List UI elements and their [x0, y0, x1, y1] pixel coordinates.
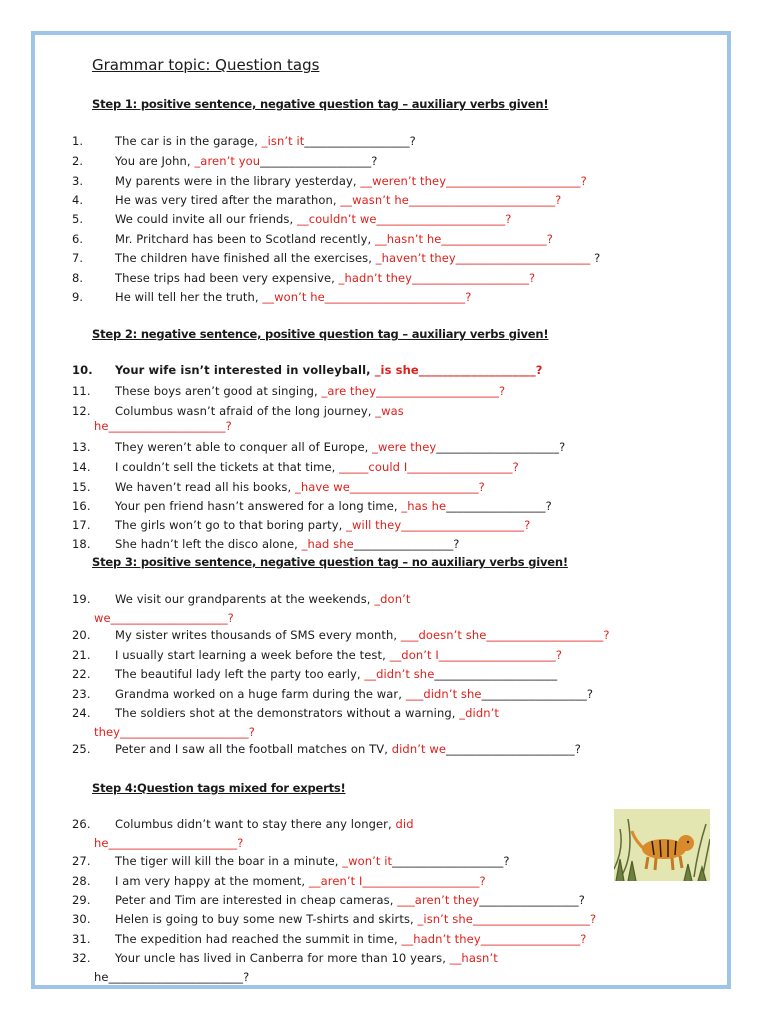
question-tag-answer: _will they_____________________? — [346, 518, 531, 532]
sentence-text: He will tell her the truth, — [115, 290, 263, 304]
sentence — [115, 537, 460, 551]
item-number: 14. — [72, 460, 91, 474]
sentence-text: We could invite all our friends, — [115, 212, 297, 226]
question-tag-answer: _____could I__________________? — [339, 460, 519, 474]
sentence — [115, 592, 410, 606]
sentence-text: The girls won’t go to that boring party, — [115, 518, 347, 532]
sentence — [115, 174, 587, 188]
question-tag-answer: __don’t I____________________? — [389, 648, 563, 662]
worksheet-title: Grammar topic: Question tags — [92, 56, 320, 74]
sentence — [115, 874, 486, 888]
continuation-text: we____________________? — [94, 611, 234, 625]
sentence-text: The children have finished all the exercises, — [115, 251, 376, 265]
sentence-text: The beautiful lady left the party too early, — [115, 667, 365, 681]
item-number: 10. — [72, 363, 93, 377]
sentence-text: The soldiers shot at the demonstrators without a warning, — [115, 706, 460, 720]
sentence-text: We haven’t read all his books, — [115, 480, 295, 494]
question-tag-answer: _isn’t she____________________? — [417, 912, 597, 926]
sentence-text: The car is in the garage, — [115, 134, 262, 148]
step-2-heading: Step 2: negative sentence, positive question tag – auxiliary verbs given! — [92, 327, 549, 341]
sentence-continuation — [94, 419, 232, 433]
answer-blank: _________________? — [353, 537, 460, 551]
sentence-text: I couldn’t sell the tickets at that time, — [115, 460, 340, 474]
step-3-heading: Step 3: positive sentence, negative question tag – no auxiliary verbs given! — [92, 555, 568, 569]
sentence — [115, 193, 561, 207]
item-number: 3. — [72, 174, 84, 188]
answer-blank: __________________? — [481, 687, 594, 701]
item-number: 1. — [72, 134, 84, 148]
sentence — [115, 404, 404, 418]
question-tag-answer: _is she____________________? — [374, 363, 543, 377]
tiger-icon — [614, 809, 710, 881]
continuation-text: they______________________? — [94, 725, 255, 739]
sentence — [115, 271, 535, 285]
sentence — [115, 480, 485, 494]
sentence — [115, 460, 519, 474]
answer-blank: _____________________? — [436, 440, 566, 454]
answer-blank: ___________________? — [392, 854, 510, 868]
sentence-text: We visit our grandparents at the weekends, — [115, 592, 375, 606]
sentence — [115, 951, 498, 965]
sentence-text: He was very tired after the marathon, — [115, 193, 341, 207]
item-number: 13. — [72, 440, 91, 454]
question-tag-answer: _won’t it — [342, 854, 393, 868]
item-number: 23. — [72, 687, 91, 701]
item-number: 22. — [72, 667, 91, 681]
item-number: 30. — [72, 912, 91, 926]
sentence — [115, 363, 543, 377]
sentence-continuation — [94, 611, 234, 625]
sentence — [115, 706, 499, 720]
item-number: 18. — [72, 537, 91, 551]
continuation-text: he_______________________? — [94, 970, 250, 984]
sentence-text: Grandma worked on a huge farm during the war, — [115, 687, 406, 701]
sentence-text: You are John, — [115, 154, 195, 168]
sentence-text: She hadn’t left the disco alone, — [115, 537, 302, 551]
question-tag-answer: _was — [375, 404, 404, 418]
sentence-continuation — [94, 725, 255, 739]
item-number: 24. — [72, 706, 91, 720]
item-number: 20. — [72, 628, 91, 642]
sentence — [115, 912, 596, 926]
question-tag-answer: __didn’t she — [364, 667, 435, 681]
question-tag-answer: __aren’t I____________________? — [308, 874, 486, 888]
sentence-text: I usually start learning a week before the test, — [115, 648, 390, 662]
sentence — [115, 290, 471, 304]
sentence — [115, 251, 600, 265]
question-tag-answer: __couldn’t we______________________? — [297, 212, 512, 226]
sentence — [115, 440, 565, 454]
sentence-text: Peter and I saw all the football matches on TV, — [115, 742, 392, 756]
sentence-text: I am very happy at the moment, — [115, 874, 309, 888]
item-number: 27. — [72, 854, 91, 868]
answer-blank: ______________________? — [446, 742, 581, 756]
question-tag-answer: __hasn’t he__________________? — [375, 232, 553, 246]
item-number: 26. — [72, 817, 91, 831]
sentence — [115, 518, 530, 532]
answer-blank: ? — [590, 251, 601, 265]
item-number: 32. — [72, 951, 91, 965]
sentence-continuation — [94, 970, 249, 984]
sentence-text: My parents were in the library yesterday, — [115, 174, 361, 188]
answer-blank: ___________________? — [260, 154, 378, 168]
sentence — [115, 667, 557, 681]
question-tag-answer: ___aren’t they — [397, 893, 480, 907]
item-number: 31. — [72, 932, 91, 946]
step-4-heading: Step 4:Question tags mixed for experts! — [92, 781, 346, 795]
item-number: 6. — [72, 232, 84, 246]
item-number: 8. — [72, 271, 84, 285]
sentence-text: The tiger will kill the boar in a minute, — [115, 854, 343, 868]
sentence-text: These boys aren’t good at singing, — [115, 384, 322, 398]
question-tag-answer: __wasn’t he_________________________? — [340, 193, 562, 207]
question-tag-answer: ___didn’t she — [405, 687, 482, 701]
sentence-text: The expedition had reached the summit in time, — [115, 932, 402, 946]
sentence-text: Your pen friend hasn’t answered for a long time, — [115, 499, 402, 513]
sentence-text: Mr. Pritchard has been to Scotland recently, — [115, 232, 375, 246]
question-tag-answer: _were they — [372, 440, 437, 454]
question-tag-answer: _don’t — [374, 592, 411, 606]
item-number: 28. — [72, 874, 91, 888]
item-number: 7. — [72, 251, 84, 265]
item-number: 16. — [72, 499, 91, 513]
question-tag-answer: _have we______________________? — [294, 480, 485, 494]
question-tag-answer: _are they_____________________? — [321, 384, 506, 398]
item-number: 12. — [72, 404, 91, 418]
sentence — [115, 932, 586, 946]
continuation-text: he____________________? — [94, 419, 232, 433]
sentence — [115, 817, 414, 831]
sentence — [115, 628, 610, 642]
sentence-text: My sister writes thousands of SMS every month, — [115, 628, 401, 642]
item-number: 15. — [72, 480, 91, 494]
question-tag-answer: ___doesn’t she____________________? — [400, 628, 610, 642]
item-number: 25. — [72, 742, 91, 756]
question-tag-answer: __weren’t they_______________________? — [360, 174, 587, 188]
answer-blank: _________________? — [446, 499, 552, 513]
item-number: 29. — [72, 893, 91, 907]
question-tag-answer: __won’t he________________________? — [262, 290, 472, 304]
question-tag-answer: _isn’t it — [261, 134, 305, 148]
sentence-text: They weren’t able to conquer all of Europe, — [115, 440, 373, 454]
sentence-continuation — [94, 836, 243, 850]
sentence-text: Columbus didn’t want to stay there any longer, — [115, 817, 396, 831]
question-tag-answer: _haven’t they_______________________ — [375, 251, 591, 265]
sentence — [115, 499, 552, 513]
question-tag-answer: __hasn’t — [449, 951, 498, 965]
tiger-illustration — [614, 809, 710, 881]
sentence-text: Columbus wasn’t afraid of the long journey, — [115, 404, 376, 418]
sentence — [115, 232, 553, 246]
item-number: 2. — [72, 154, 84, 168]
step-1-heading: Step 1: positive sentence, negative question tag – auxiliary verbs given! — [92, 97, 549, 111]
sentence — [115, 212, 511, 226]
question-tag-answer: _aren’t you — [194, 154, 261, 168]
sentence — [115, 854, 510, 868]
item-number: 9. — [72, 290, 84, 304]
question-tag-answer: didn’t we — [391, 742, 447, 756]
sentence — [115, 648, 562, 662]
sentence-text: Your uncle has lived in Canberra for more than 10 years, — [115, 951, 450, 965]
sentence — [115, 134, 416, 148]
item-number: 17. — [72, 518, 91, 532]
sentence — [115, 384, 505, 398]
item-number: 19. — [72, 592, 91, 606]
question-tag-answer: __hadn’t they_________________? — [401, 932, 587, 946]
sentence-text: Helen is going to buy some new T-shirts and skirts, — [115, 912, 418, 926]
question-tag-answer: _has he — [401, 499, 447, 513]
answer-blank: _________________? — [479, 893, 585, 907]
sentence-text: These trips had been very expensive, — [115, 271, 339, 285]
item-number: 21. — [72, 648, 91, 662]
sentence — [115, 154, 378, 168]
sentence — [115, 687, 593, 701]
question-tag-answer: _didn’t — [459, 706, 499, 720]
item-number: 11. — [72, 384, 91, 398]
sentence — [115, 893, 585, 907]
sentence — [115, 742, 581, 756]
sentence-text: Peter and Tim are interested in cheap cameras, — [115, 893, 398, 907]
sentence-text: Your wife isn’t interested in volleyball, — [115, 363, 375, 377]
answer-blank: __________________? — [304, 134, 416, 148]
question-tag-answer: _had she — [301, 537, 354, 551]
question-tag-answer: _hadn’t they____________________? — [338, 271, 536, 285]
item-number: 5. — [72, 212, 84, 226]
answer-blank: _____________________ — [434, 667, 558, 681]
question-tag-answer: did — [395, 817, 414, 831]
continuation-text: he______________________? — [94, 836, 244, 850]
item-number: 4. — [72, 193, 84, 207]
